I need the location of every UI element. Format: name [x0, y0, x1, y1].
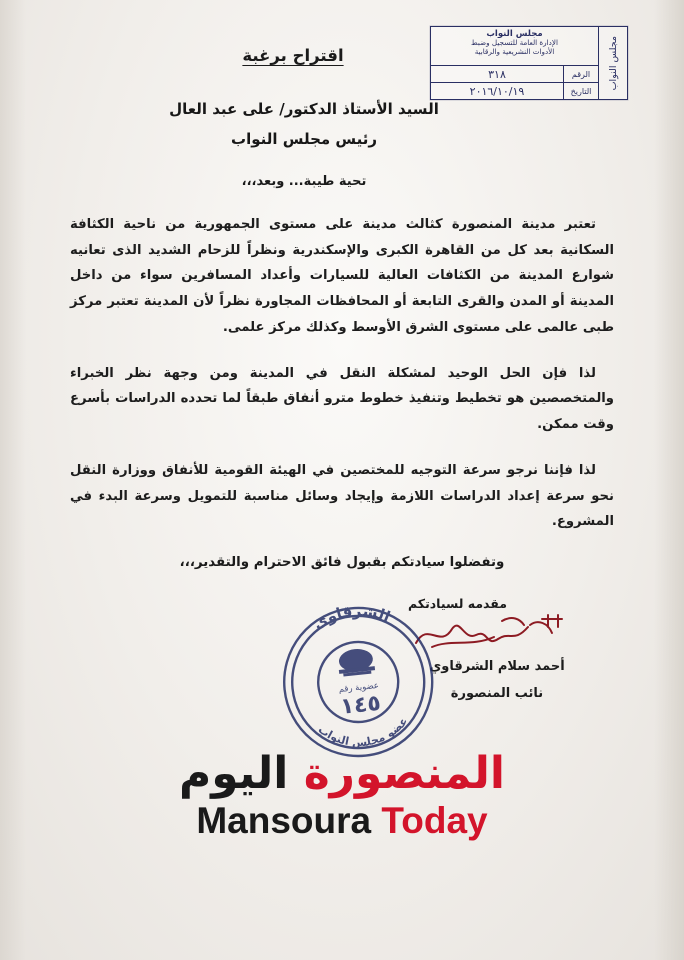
greeting-line: تحية طيبة... وبعد،،، — [241, 174, 367, 189]
registration-stamp-box — [430, 26, 628, 100]
watermark-english-red: Today — [381, 800, 488, 841]
stamp-org-line1: مجلس النواب — [486, 29, 543, 39]
official-round-seal — [259, 583, 456, 777]
stamp-date-value: ٢٠١٦/١٠/١٩ — [469, 84, 525, 98]
seal-membership-label: عضوية رقم — [338, 680, 380, 696]
stamp-number-row — [431, 66, 598, 82]
seal-top-text: الشرقاوى — [309, 601, 393, 633]
watermark-english — [0, 802, 684, 839]
signatory-name: أحمد سلام الشرقاوي — [429, 659, 565, 674]
submitted-by-label: مقدمه لسيادتكم — [408, 596, 508, 611]
stamp-side-label — [598, 27, 627, 99]
stamp-number-label: الرقم — [563, 66, 598, 82]
watermark-arabic-red: المنصورة — [303, 748, 506, 799]
closing-line: وتفضلوا سيادتكم بقبول فائق الاحترام والتقدير،،، — [179, 555, 505, 571]
stamp-number-value: ٣١٨ — [488, 67, 506, 81]
document-title-text: اقتراح برغبة — [242, 46, 344, 65]
seal-membership-number: ١٤٥ — [339, 690, 383, 720]
watermark-arabic-black: اليوم — [178, 748, 289, 799]
body-paragraph-2: لذا فإن الحل الوحيد لمشكلة النقل في المدينة ومن وجهة نظر الخبراء والمتخصصين هو تخطيط وتنفيذ خطوط مترو أنفاق طبقاً لما تحدده الدراسات بأسرع وقت ممكن. — [70, 365, 614, 433]
stamp-side-label-text: مجلس النواب — [607, 35, 619, 91]
stamp-body — [431, 27, 598, 99]
stamp-org-line2: الإدارة العامة للتسجيل وضبط — [471, 38, 558, 48]
seal-bottom-text: عضو مجلس النواب — [315, 714, 411, 750]
stamp-fields — [431, 66, 598, 99]
addressee-role: رئيس مجلس النواب — [231, 130, 377, 148]
document-body — [70, 212, 614, 570]
document-title — [198, 46, 388, 65]
stamp-date-label: التاريخ — [563, 83, 598, 99]
svg-text:الشرقاوى — [309, 598, 395, 634]
signatory-role: نائب المنصورة — [450, 686, 544, 701]
svg-text:عضو مجلس النواب — [315, 714, 413, 754]
stamp-org-line3: الأدوات النشريعية والرقابية — [474, 46, 555, 56]
stamp-org-header — [431, 27, 598, 66]
watermark-english-black: Mansoura — [196, 800, 372, 841]
stamp-date-row — [431, 82, 598, 99]
addressee-name: السيد الأستاذ الدكتور/ على عبد العال — [169, 100, 439, 118]
body-paragraph-1: تعتبر مدينة المنصورة كثالث مدينة على مستوى الجمهورية من ناحية الكثافة السكانية بعد كل من القاهرة الكبرى والإسكندرية ونظراً للزحام الشديد الذى تعانيه شوارع المدينة من الكثافات العالية للسيارات وأعداد المسافرين سواء من داخل المدينة أو المدن والقرى التابعة أو المحافظات المجاورة نظراً لأن المدينة تعتبر مركز طبى عالمى على مستوى الشرق الأوسط وكذلك مركز علمى. — [70, 217, 614, 335]
body-paragraph-3: لذا فإننا نرجو سرعة التوجيه للمختصين في الهيئة القومية للأنفاق ووزارة النقل نحو سرعة إعداد الدراسات اللازمة وإيجاد وسائل مناسبة للتمويل وسرعة البدء في المشروع. — [70, 462, 614, 530]
